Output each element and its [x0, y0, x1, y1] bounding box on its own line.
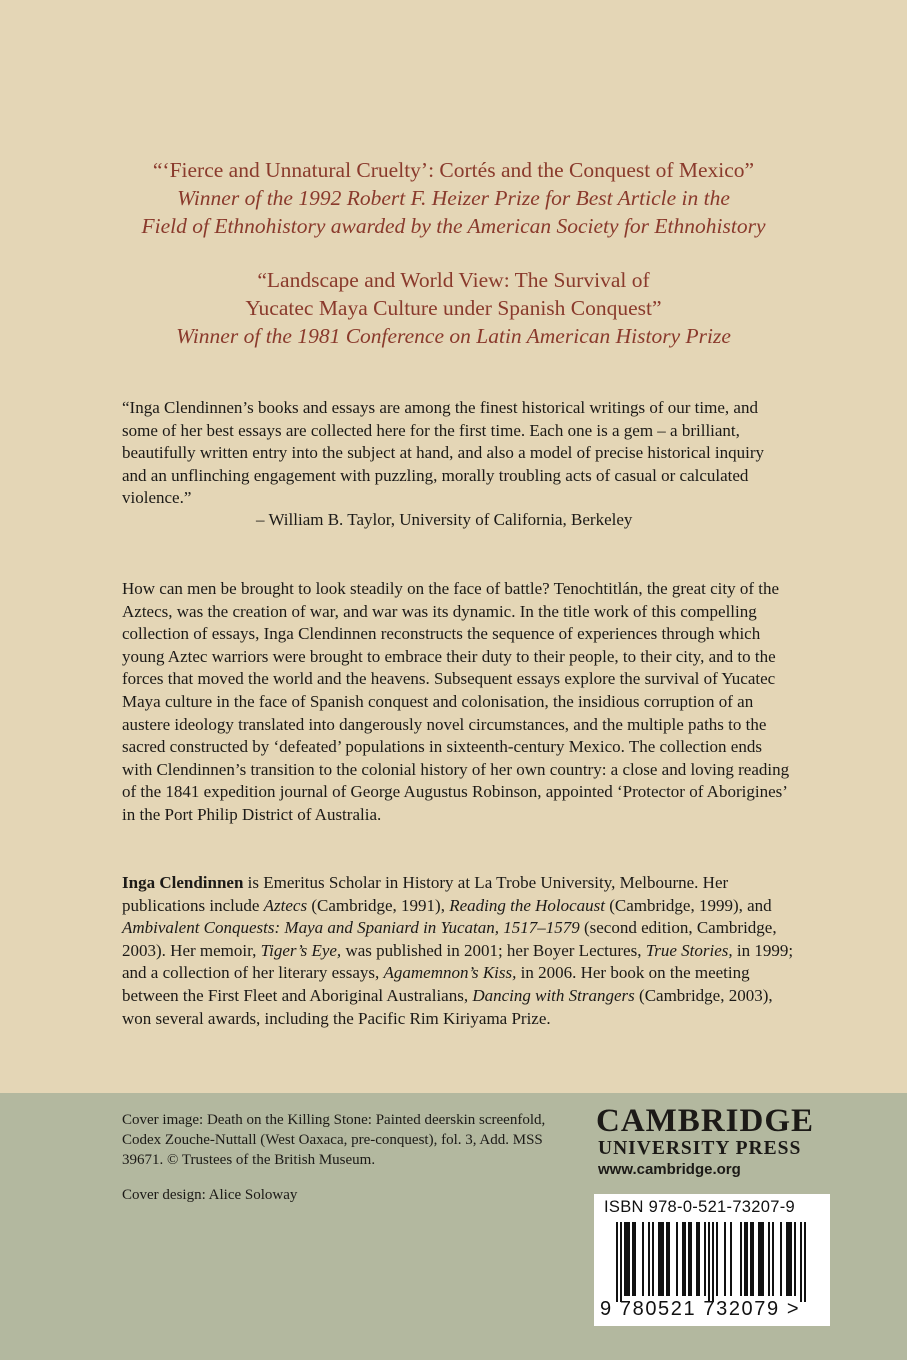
barcode-bar — [632, 1222, 634, 1296]
barcode-bar — [658, 1222, 660, 1296]
barcode-bar — [676, 1222, 678, 1296]
bio-text: is Emeritus Scholar in History at La Trobe University, Melbourne. Her publications include — [122, 873, 729, 915]
barcode-bar — [744, 1222, 746, 1296]
endorsement-quote: “Inga Clendinnen’s books and essays are among the finest historical writings of our time, and some of her best essays are collected here for the first time. Each one is a gem – a brilliant, beautifully written entry into the subject at hand, and also a model of precise historical inquiry and an unflinching engagement with puzzling, morally troubling acts of casual or calculated violence.” — [122, 398, 765, 507]
barcode-bar — [800, 1222, 802, 1302]
bio-text: (second edition, Cambridge, 2003). Her memoir, — [122, 918, 777, 960]
barcode-bar — [730, 1222, 732, 1296]
endorsement-attribution: – William B. Taylor, University of California, Berkeley — [256, 510, 633, 529]
barcode-bar — [780, 1222, 782, 1296]
barcode-bar — [666, 1222, 668, 1296]
bio-title: Aztecs — [263, 895, 308, 915]
barcode-bar — [696, 1222, 698, 1296]
barcode-bar — [708, 1222, 710, 1302]
barcode-bar — [762, 1222, 764, 1296]
publisher-logo — [596, 1104, 826, 1180]
barcode-bar — [794, 1222, 796, 1296]
barcode-bar — [786, 1222, 788, 1296]
barcode-bar — [724, 1222, 726, 1296]
barcode-bar — [652, 1222, 654, 1296]
bio-text: (Cambridge, 1991), — [307, 895, 450, 915]
barcode-bar — [788, 1222, 790, 1296]
author-name: Inga Clendinnen — [122, 873, 244, 892]
barcode-bar — [760, 1222, 762, 1296]
bio-title: Dancing with Strangers — [472, 985, 635, 1005]
award-1-title: “‘Fierce and Unnatural Cruelty’: Cortés and the Conquest of Mexico” — [152, 158, 755, 182]
barcode-bar — [712, 1222, 714, 1302]
award-1 — [0, 156, 907, 240]
bio-title: Tiger’s Eye, — [260, 940, 342, 960]
barcode-bar — [698, 1222, 700, 1296]
barcode-bar — [750, 1222, 752, 1296]
bio-text: (Cambridge, 2003), won several awards, including the Pacific Rim Kiriyama Prize. — [122, 985, 773, 1028]
barcode-bar — [758, 1222, 760, 1296]
barcode-bar — [624, 1222, 626, 1296]
barcode-digits: 9 780521 732079 > — [600, 1298, 801, 1320]
barcode-bar — [688, 1222, 690, 1296]
barcode-bar — [772, 1222, 774, 1296]
bio-title: Reading the Holocaust — [449, 895, 605, 915]
barcode-bar — [662, 1222, 664, 1296]
isbn-label: ISBN 978-0-521-73207-9 — [604, 1198, 795, 1216]
publisher-url: www.cambridge.org — [598, 1161, 741, 1178]
barcode-bar — [642, 1222, 644, 1296]
barcode-bar — [626, 1222, 628, 1296]
cover-image-credit: Cover image: Death on the Killing Stone: Painted deerskin screenfold, Codex Zouche-Nuttall (West Oaxaca, pre-conquest), fol. 3, Add. MSS 39671. © Trustees of the British Museum. — [122, 1112, 546, 1168]
barcode-bar — [660, 1222, 662, 1296]
bio-title: Agamemnon’s Kiss, — [383, 963, 517, 983]
book-description: How can men be brought to look steadily on the face of battle? Tenochtitlán, the great city of the Aztecs, was the creation of war, and war was its dynamic. In the title work of this compelling collection of essays, Inga Clendinnen reconstructs the sequence of experiences through which young Aztec warriors were brought to embrace their duty to their people, to their city, and to the forces that moved the world and the heavens. Subsequent essays explore the survival of Yucatec Maya culture in the face of Spanish conquest and colonisation, the insidious corruption of an austere ideology translated into dangerously novel circumstances, and the multiple paths to the sacred constructed by ‘defeated’ populations in sixteenth-century Mexico. The collection ends with Clendinnen’s transition to the colonial history of her own country: a close and loving reading of the 1841 expedition journal of George Augustus Robinson, appointed ‘Protector of Aborigines’ in the Port Philip District of Australia. — [122, 579, 790, 824]
barcode-bar — [752, 1222, 754, 1296]
barcode-bar — [668, 1222, 670, 1296]
barcode-bar — [716, 1222, 718, 1296]
publisher-name: CAMBRIDGE — [596, 1103, 815, 1139]
bio-title: True Stories, — [645, 940, 733, 960]
barcode-bar — [648, 1222, 650, 1296]
barcode-bar — [740, 1222, 742, 1296]
award-2-prize: Winner of the 1981 Conference on Latin American History Prize — [176, 324, 731, 348]
bio-title: Ambivalent Conquests: Maya and Spaniard in Yucatan, 1517–1579 — [122, 918, 580, 938]
cover-design-credit: Cover design: Alice Soloway — [122, 1187, 298, 1203]
barcode-bar — [628, 1222, 630, 1296]
award-2-title-line-2: Yucatec Maya Culture under Spanish Conquest” — [245, 296, 662, 320]
award-2 — [0, 266, 907, 350]
bio-text: in 2006. Her book on the meeting between the First Fleet and Aboriginal Australians, — [122, 963, 750, 1005]
author-bio — [122, 872, 794, 1030]
barcode-bar — [620, 1222, 622, 1302]
award-1-prize-line-1: Winner of the 1992 Robert F. Heizer Prize for Best Article in the — [177, 186, 730, 210]
bio-text: was published in 2001; her Boyer Lectures, — [341, 940, 646, 960]
bio-text: in 1999; and a collection of her literary essays, — [122, 940, 794, 983]
bio-text: (Cambridge, 1999), and — [605, 895, 772, 915]
award-2-title-line-1: “Landscape and World View: The Survival of — [257, 268, 650, 292]
isbn-barcode — [594, 1194, 830, 1326]
barcode-bar — [804, 1222, 806, 1302]
barcode-bar — [690, 1222, 692, 1296]
award-1-prize-line-2: Field of Ethnohistory awarded by the American Society for Ethnohistory — [141, 214, 766, 238]
barcode-bar — [616, 1222, 618, 1302]
barcode-bar — [684, 1222, 686, 1296]
barcode-bar — [704, 1222, 706, 1296]
publisher-subname: UNIVERSITY PRESS — [598, 1138, 802, 1159]
barcode-bar — [768, 1222, 770, 1296]
barcode-bar — [682, 1222, 684, 1296]
barcode-bar — [746, 1222, 748, 1296]
barcode-bar — [790, 1222, 792, 1296]
barcode-bar — [634, 1222, 636, 1296]
